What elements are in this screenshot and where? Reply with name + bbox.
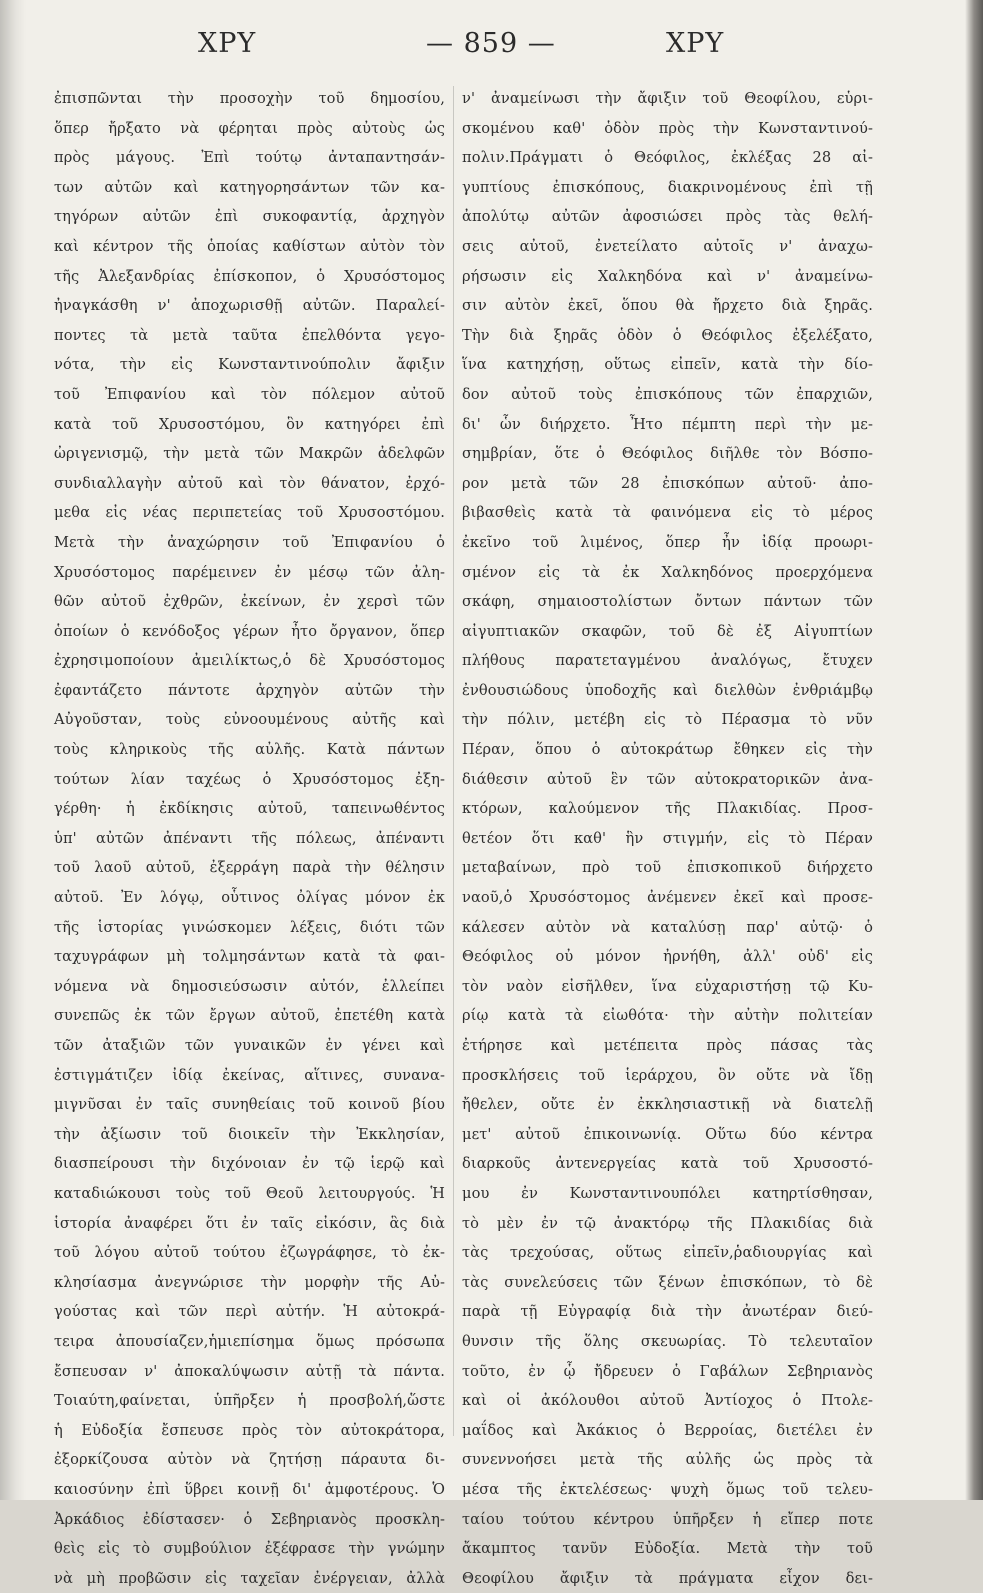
page-fold-shadow [0, 0, 26, 1500]
text-line: των αὐτῶν καὶ κατηγορησάντων τῶν κα- [54, 178, 445, 196]
page-header [46, 28, 936, 68]
text-line: μαΐδος καὶ Ἀκάκιος ὁ Βερροίας, διετέλει ἐν [462, 1421, 873, 1439]
text-line: μεταβαίνων, πρὸ τοῦ ἐπισκοπικοῦ διήρχετο [462, 859, 873, 877]
text-line: Τοιαύτη,φαίνεται, ὑπῆρξεν ἡ προσβολή,ὥστε [54, 1392, 445, 1410]
text-line: γέρθη· ἡ ἐκδίκησις αὐτοῦ, ταπεινωθέντος [54, 800, 445, 818]
text-line: σημβρίαν, ὅτε ὁ Θεόφιλος διῆλθε τὸν Βόσπο- [462, 445, 873, 463]
text-line: ἔσπευσαν ν' ἀποκαλύψωσιν αὐτῇ τὰ πάντα. [54, 1362, 445, 1380]
text-line: ἐφαντάζετο πάντοτε ἀρχηγὸν αὐτῶν τὴν [54, 681, 445, 699]
text-line: ποντες τὰ μετὰ ταῦτα ἐπελθόντα γεγο- [54, 326, 445, 344]
text-line: ὁποίων ὁ κενόδοξος γέρων ἦτο ὄργανον, ὅπερ [54, 622, 445, 640]
text-line: ταίου τούτου κέντρου ὑπῆρξεν ἡ εἴπερ ποτε [462, 1510, 873, 1528]
text-line: ἱστορία ἀναφέρει ὅτι ἐν ταῖς εἰκόσιν, ἃς διὰ [54, 1214, 445, 1232]
text-line: διασπείρουσι τὴν διχόνοιαν ἐν τῷ ἱερῷ καὶ [54, 1155, 445, 1173]
text-line: ἡ Εὐδοξία ἔσπευσε πρὸς τὸν αὐτοκράτορα, [54, 1421, 445, 1439]
text-line: ἐτήρησε καὶ μετέπειτα πρὸς πάσας τὰς [462, 1037, 873, 1054]
text-line: ἵνα κατηχήσῃ, οὕτως εἰπεῖν, κατὰ τὴν δίο- [462, 356, 873, 374]
text-line: ταχυγράφων μὴ τολμησάντων κατὰ τὰ φαι- [54, 948, 445, 966]
text-line: γούστας καὶ τῶν περὶ αὐτήν. Ἡ αὐτοκρά- [54, 1303, 445, 1321]
text-line: ἐχρησιμοποίουν ἀμειλίκτως,ὁ δὲ Χρυσόστομος [54, 652, 445, 670]
text-line: ἀπολύτῳ αὐτῶν ἀφοσιώσει πρὸς τὰς θελή- [462, 208, 873, 226]
text-line: τοῦ λόγου αὐτοῦ τούτου ἐζωγράφησε, τὸ ἐκ- [54, 1244, 445, 1262]
header-left-word: ΧΡΥ [198, 28, 257, 59]
text-line: τὰς συνελεύσεις τῶν ξένων ἐπισκόπων, τὸ δὲ [462, 1273, 873, 1291]
text-line: τοῦ Ἐπιφανίου καὶ τὸν πόλεμον αὐτοῦ [54, 385, 445, 403]
text-line: τὰς τρεχούσας, οὕτως εἰπεῖν,ῥαδιουργίας καὶ [462, 1244, 873, 1262]
text-line: ἐπισπῶνται τὴν προσοχὴν τοῦ δημοσίου, [54, 90, 445, 107]
text-line: ἠναγκάσθη ν' ἀποχωρισθῇ αὐτῶν. Παραλεί- [54, 297, 445, 315]
text-line: συνεπῶς ἐκ τῶν ἔργων αὐτοῦ, ἐπετέθη κατὰ [54, 1007, 445, 1025]
text-line: τῆς ἱστορίας γινώσκομεν λέξεις, διότι τῶν [54, 918, 445, 936]
text-line: ρήσωσιν εἰς Χαλκηδόνα καὶ ν' ἀναμείνω- [462, 267, 873, 285]
text-line: ναοῦ,ὁ Χρυσόστομος ἀνέμενεν ἐκεῖ καὶ προσε- [462, 889, 873, 907]
text-line: ἐκεῖνο τοῦ λιμένος, ὅπερ ἦν ἰδίᾳ προωρι- [462, 533, 873, 551]
text-line: τῆς Ἀλεξανδρίας ἐπίσκοπον, ὁ Χρυσόστομος [54, 267, 445, 285]
text-line: Τὴν διὰ ξηρᾶς ὁδὸν ὁ Θεόφιλος ἐξελέξατο, [462, 326, 873, 344]
text-line: αἰγυπτιακῶν σκαφῶν, τοῦ δὲ ἐξ Αἰγυπτίων [462, 622, 873, 640]
text-line: σεις αὐτοῦ, ἐνετείλατο αὐτοῖς ν' ἀναχω- [462, 237, 873, 255]
text-line: πολιν.Πράγματι ὁ Θεόφιλος, ἐκλέξας 28 αἰ- [462, 149, 873, 167]
text-line: πρὸς μάγους. Ἐπὶ τούτῳ ἀνταπαντησάν- [54, 149, 445, 167]
text-line: τοὺς κληρικοὺς τῆς αὐλῆς. Κατὰ πάντων [54, 741, 445, 759]
text-line: κτόρων, καλούμενον τῆς Πλακιδίας. Προσ- [462, 800, 873, 818]
text-line: καταδιώκουσι τοὺς τοῦ Θεοῦ λειτουργούς. Ἡ [54, 1184, 445, 1202]
text-line: διάθεσιν αὐτοῦ ἓν τῶν αὐτοκρατορικῶν ἀνα- [462, 770, 873, 788]
text-line: τὴν ἀξίωσιν τοῦ διοικεῖν τὴν Ἐκκλησίαν, [54, 1125, 445, 1143]
page-edge-shadow [965, 0, 983, 1500]
text-line: τοῦ λαοῦ αὐτοῦ, ἐξερράγη παρὰ τὴν θέλησιν [54, 859, 445, 877]
text-line: παρὰ τῇ Εὐγραφίᾳ διὰ τὴν ἀνωτέραν διεύ- [462, 1303, 873, 1321]
text-line: τῶν ἀταξιῶν τῶν γυναικῶν ἐν γένει καὶ [54, 1037, 445, 1054]
text-line: κλησίασμα ἀνεγνώρισε τὴν μορφὴν τῆς Αὐ- [54, 1273, 445, 1291]
text-line: θετέον ὅτι καθ' ἣν στιγμήν, εἰς τὸ Πέραν [462, 829, 873, 847]
text-line: καὶ κέντρον τῆς ὁποίας καθίστων αὐτὸν τὸν [54, 237, 445, 255]
text-line: αὐτοῦ. Ἐν λόγῳ, οὗτινος ὀλίγας μόνον ἐκ [54, 889, 445, 907]
text-line: Πέραν, ὅπου ὁ αὐτοκράτωρ ἔθηκεν εἰς τὴν [462, 741, 873, 759]
text-line: Αὐγοῦσταν, τοὺς εὐνοουμένους αὐτῆς καὶ [54, 711, 445, 729]
text-line: ἐνθουσιώδους ὑποδοχῆς καὶ διελθὼν ἐνθριάμβῳ [462, 681, 873, 699]
text-line: Θεοφίλου ἄφιξιν τὰ πράγματα εἶχον δει- [462, 1569, 873, 1587]
text-line: θῶν αὐτοῦ ἐχθρῶν, ἐκείνων, ἐν χερσὶ τῶν [54, 593, 445, 611]
page-number: — 859 — [426, 28, 556, 59]
text-line: δι' ὧν διήρχετο. Ἦτο πέμπτη περὶ τὴν με- [462, 415, 873, 433]
left-column [54, 84, 445, 1593]
text-line: γυπτίους ἐπισκόπους, διακρινομένους ἐπὶ τῇ [462, 178, 873, 196]
text-line: τὸ μὲν ἐν τῷ ἀνακτόρῳ τῆς Πλακιδίας διὰ [462, 1214, 873, 1232]
text-line: θυνσιν τῆς ὅλης σκευωρίας. Τὸ τελευταῖον [462, 1332, 873, 1350]
text-line: τηγόρων αὐτῶν ἐπὶ συκοφαντίᾳ, ἀρχηγὸν [54, 208, 445, 226]
text-line: τοῦτο, ἐν ᾧ ἤδρευεν ὁ Γαβάλων Σεβηριανὸς [462, 1362, 873, 1380]
column-divider [453, 86, 454, 1436]
text-line: μετ' αὐτοῦ ἐπικοινωνίᾳ. Οὕτω δύο κέντρα [462, 1125, 873, 1143]
text-line: Χρυσόστομος παρέμεινεν ἐν μέσῳ τῶν ἀλη- [54, 563, 445, 581]
text-line: προσκλήσεις τοῦ ἱεράρχου, ὃν οὔτε νὰ ἴδῃ [462, 1066, 873, 1084]
text-line: σμένον εἰς τὰ ἐκ Χαλκηδόνος προερχόμενα [462, 563, 873, 581]
text-line: σκομένου καθ' ὁδὸν πρὸς τὴν Κωνσταντινού- [462, 119, 873, 137]
right-column [462, 84, 873, 1593]
text-line: σιν αὐτὸν ἐκεῖ, ὅπου θὰ ἤρχετο διὰ ξηρᾶς. [462, 297, 873, 315]
text-line: ἤθελεν, οὔτε ἐν ἐκκλησιαστικῇ νὰ διατελῇ [462, 1096, 873, 1114]
text-line: κάλεσεν αὐτὸν νὰ καταλύσῃ παρ' αὐτῷ· ὁ [462, 918, 873, 936]
text-line: Θεόφιλος οὐ μόνον ἠρνήθη, ἀλλ' οὐδ' εἰς [462, 948, 873, 966]
text-line: συνεννοήσει μετὰ τῆς αὐλῆς ὡς πρὸς τὰ [462, 1451, 873, 1469]
text-line: Ἀρκάδιος ἐδίστασεν· ὁ Σεβηριανὸς προσκλη- [54, 1510, 445, 1528]
text-line: σκάφη, σημαιοστολίστων ὄντων πάντων τῶν [462, 593, 873, 611]
text-line: τειρα ἀπουσίαζεν,ἡμιεπίσημα ὅμως πρόσωπα [54, 1332, 445, 1350]
text-line: συνδιαλλαγὴν αὐτοῦ καὶ τὸν θάνατον, ἐρχό- [54, 474, 445, 492]
text-line: μέσα τῆς ἐκτελέσεως· ψυχὴ ὅμως τοῦ τελευ- [462, 1480, 873, 1498]
header-right-word: ΧΡΥ [666, 28, 725, 59]
text-line: ν' ἀναμείνωσι τὴν ἄφιξιν τοῦ Θεοφίλου, εὑρι- [462, 90, 873, 107]
text-line: καὶ οἱ ἀκόλουθοι αὐτοῦ Ἀντίοχος ὁ Πτολε- [462, 1392, 873, 1410]
text-line: ὅπερ ἤρξατο νὰ φέρηται πρὸς αὐτοὺς ὡς [54, 119, 445, 137]
text-line: νόμενα νὰ δημοσιεύσωσιν αὐτόν, ἐλλείπει [54, 977, 445, 995]
text-line: ρίῳ κατὰ τὰ εἰωθότα· τὴν αὐτὴν πολιτείαν [462, 1007, 873, 1025]
text-line: τὴν πόλιν, μετέβη εἰς τὸ Πέρασμα τὸ νῦν [462, 711, 873, 729]
text-line: ἐστιγμάτιζεν ἰδίᾳ ἐκείνας, αἵτινες, συνανα- [54, 1066, 445, 1084]
text-line: μεθα εἰς νέας περιπετείας τοῦ Χρυσοστόμου. [54, 504, 445, 522]
text-line: ὑπ' αὐτῶν ἀπέναντι τῆς πόλεως, ἀπέναντι [54, 829, 445, 847]
text-line: ρον μετὰ τῶν 28 ἐπισκόπων αὐτοῦ· ἀπο- [462, 474, 873, 492]
text-line: βιβασθεὶς κατὰ τὰ φαινόμενα εἰς τὸ μέρος [462, 504, 873, 522]
text-line: θεὶς εἰς τὸ συμβούλιον ἐξέφρασε τὴν γνώμην [54, 1540, 445, 1558]
text-line: πλήθους παρατεταγμένου ἀναλόγως, ἔτυχεν [462, 652, 873, 670]
text-line: κατὰ τοῦ Χρυσοστόμου, ὃν κατηγόρει ἐπὶ [54, 415, 445, 433]
text-line: τὸν ναὸν εἰσῆλθεν, ἵνα εὐχαριστήσῃ τῷ Κυ- [462, 977, 873, 995]
text-line: νότα, τὴν εἰς Κωνσταντινούπολιν ἄφιξιν [54, 356, 445, 374]
text-line: Μετὰ τὴν ἀναχώρησιν τοῦ Ἐπιφανίου ὁ [54, 533, 445, 551]
text-line: ἐξορκίζουσα αὐτὸν νὰ ζητήσῃ πάραυτα δι- [54, 1451, 445, 1469]
text-line: ἄκαμπτος τανῦν Εὐδοξία. Μετὰ τὴν τοῦ [462, 1540, 873, 1558]
text-line: διαρκοῦς ἀντενεργείας κατὰ τοῦ Χρυσοστό- [462, 1155, 873, 1173]
text-line: τούτων λίαν ταχέως ὁ Χρυσόστομος ἐξη- [54, 770, 445, 788]
text-line: μιγνῦσαι ἐν ταῖς συνηθείαις τοῦ κοινοῦ βίου [54, 1096, 445, 1114]
text-line: καιοσύνην ἐπὶ ὕβρει κοινῇ δι' ἀμφοτέρους. Ὁ [54, 1480, 445, 1498]
text-line: ὠριγενισμῷ, τὴν μετὰ τῶν Μακρῶν ἀδελφῶν [54, 445, 445, 463]
text-line: μου ἐν Κωνσταντινουπόλει κατηρτίσθησαν, [462, 1184, 873, 1202]
text-line: νὰ μὴ προβῶσιν εἰς ταχεῖαν ἐνέργειαν, ἀλλὰ [54, 1569, 445, 1587]
text-line: δον αὐτοῦ τοὺς ἐπισκόπους τῶν ἐπαρχιῶν, [462, 385, 873, 403]
